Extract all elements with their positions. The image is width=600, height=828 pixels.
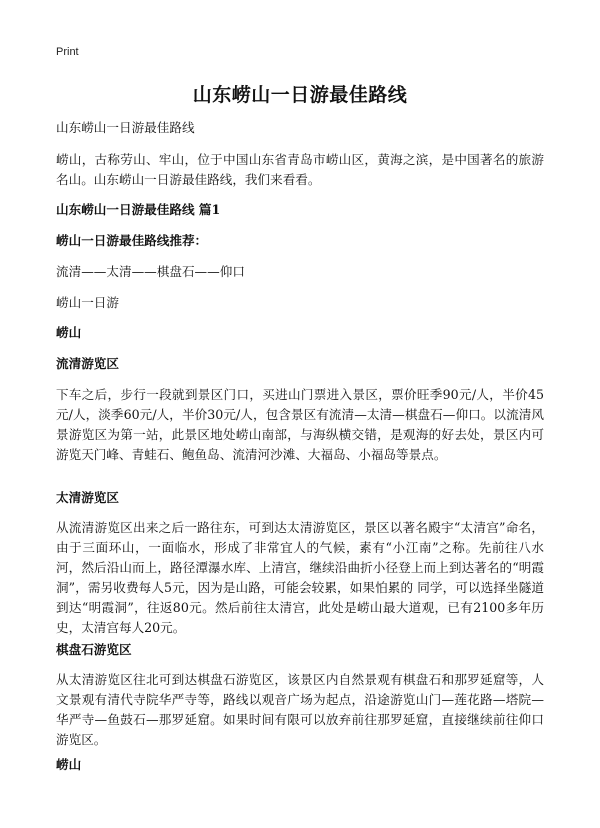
day-trip-label: 崂山一日游 bbox=[56, 295, 119, 310]
subtitle: 山东崂山一日游最佳路线 bbox=[56, 120, 195, 135]
print-label: Print bbox=[56, 46, 79, 58]
route-heading: 崂山一日游最佳路线推荐： bbox=[56, 233, 208, 248]
section-heading: 山东崂山一日游最佳路线 篇1 bbox=[56, 202, 221, 217]
laoshan-heading-2: 崂山 bbox=[56, 757, 82, 772]
qipanshi-heading: 棋盘石游览区 bbox=[56, 642, 132, 657]
liuqing-paragraph: 下车之后，步行一段就到景区门口，买进山门票进入景区，票价旺季90元/人，半价45元/人，淡季60元/人，半价30元/人，包含景区有流清—太清—棋盘石—仰口。以流清风景游览区为第一站，此景区地处崂山南部，与海纵横交错，是观海的好去处，景区内可游览天门峰、青蛙石、鲍鱼岛、流清河沙滩、大福岛、小福岛等景点。 bbox=[56, 387, 544, 462]
taiqing-paragraph: 从流清游览区出来之后一路往东，可到达太清游览区，景区以著名殿宇“太清宫”命名，由于三面环山，一面临水，形成了非常宜人的气候，素有“小江南”之称。先前往八水河，然后沿山而上，路径潭瀑水库、上清宫，继续沿曲折小径登上而上到达著名的“明霞洞”，需另收费每人5元，因为是山路，可能会较累，如果怕累的 同学，可以选择坐隧道到达“明霞洞”，往返80元。然后前往太清宫，此处是崂山最大道观，已有2100多年历史，太清宫每人20元。 bbox=[56, 520, 544, 635]
page-title: 山东崂山一日游最佳路线 bbox=[192, 84, 408, 106]
liuqing-heading: 流清游览区 bbox=[56, 356, 119, 371]
qipanshi-paragraph: 从太清游览区往北可到达棋盘石游览区，该景区内自然景观有棋盘石和那罗延窟等，人文景观有清代寺院华严寺等，路线以观音广场为起点，沿途游览山门—莲花路—塔院—华严寺—鱼鼓石—那罗延窟。如果时间有限可以放弃前往那罗延窟，直接继续前往仰口游览区。 bbox=[56, 672, 544, 747]
laoshan-heading: 崂山 bbox=[56, 325, 82, 340]
intro-paragraph: 崂山，古称劳山、牢山，位于中国山东省青岛市崂山区，黄海之滨，是中国著名的旅游名山。山东崂山一日游最佳路线，我们来看看。 bbox=[56, 152, 544, 187]
route-line: 流清——太清——棋盘石——仰口 bbox=[56, 264, 245, 279]
taiqing-heading: 太清游览区 bbox=[56, 490, 119, 505]
